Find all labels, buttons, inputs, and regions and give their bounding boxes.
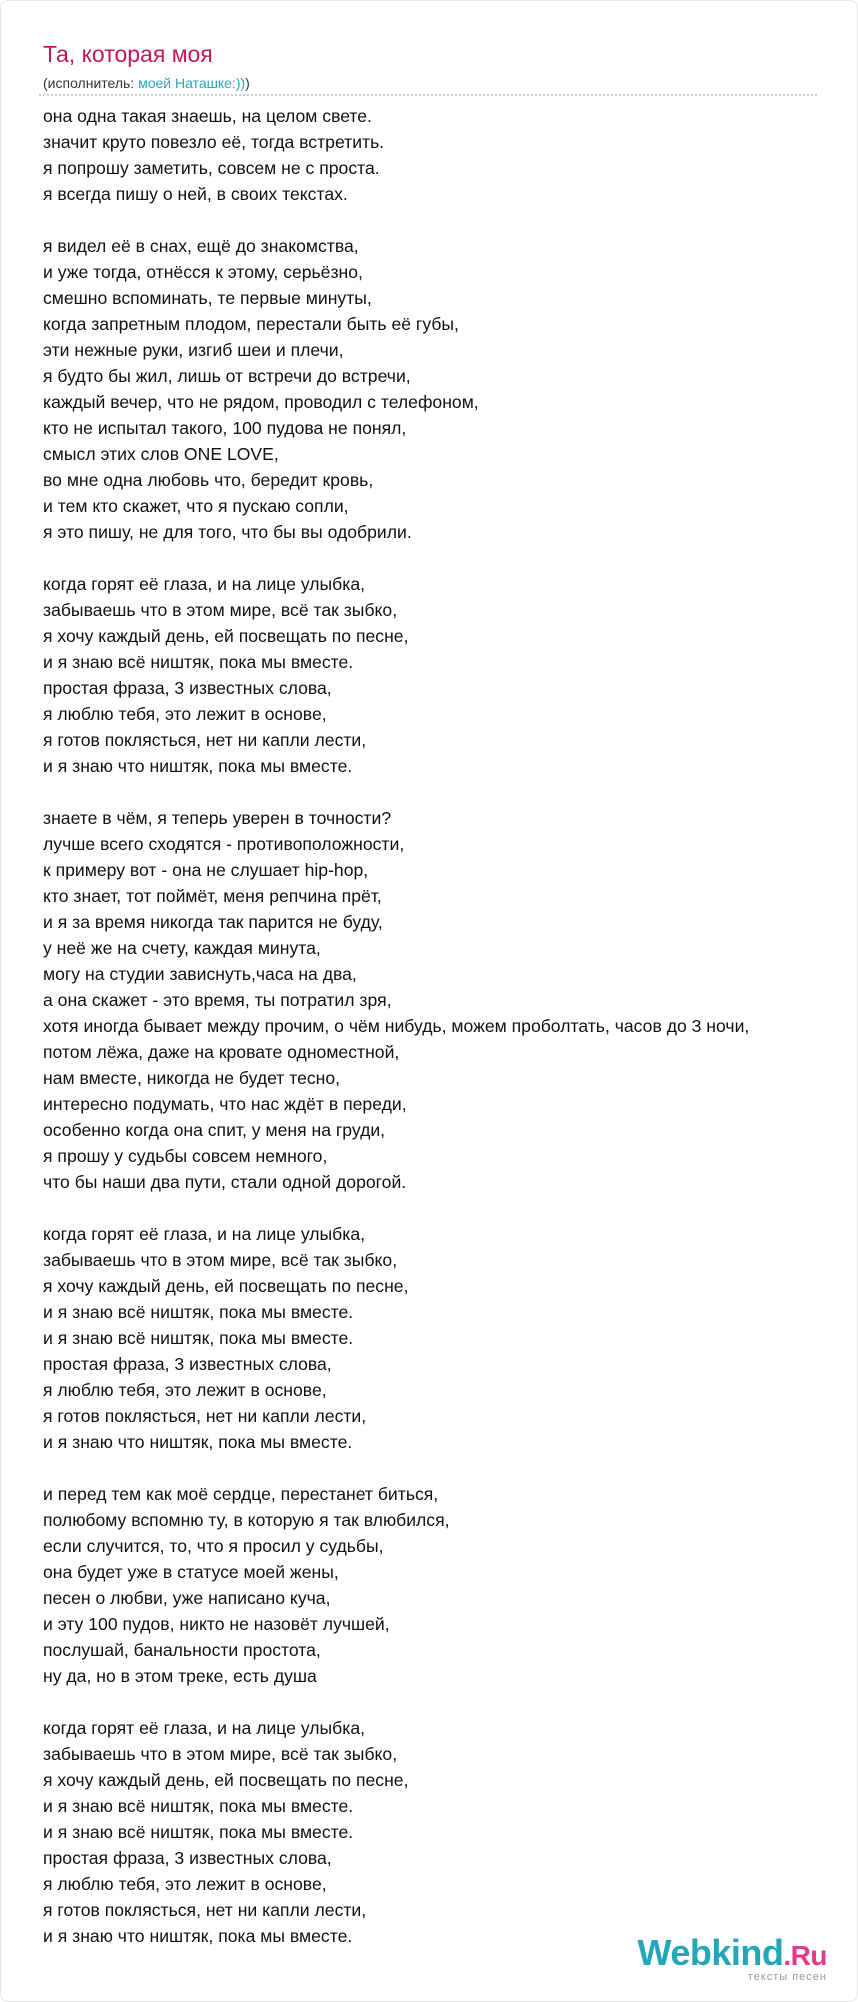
lyrics-line: я хочу каждый день, ей посвещать по песне, bbox=[43, 1770, 409, 1790]
lyrics-body bbox=[43, 103, 858, 1975]
lyrics-line: и я знаю всё ништяк, пока мы вместе. bbox=[43, 652, 354, 672]
lyrics-line: я это пишу, не для того, что бы вы одобрили. bbox=[43, 522, 412, 542]
lyrics-stanza bbox=[43, 1221, 858, 1455]
lyrics-stanza bbox=[43, 571, 858, 779]
lyrics-line: нам вместе, никогда не будет тесно, bbox=[43, 1068, 341, 1088]
lyrics-line: потом лёжа, даже на кровате одноместной, bbox=[43, 1042, 400, 1062]
lyrics-line: я прошу у судьбы совсем немного, bbox=[43, 1146, 328, 1166]
lyrics-line: когда запретным плодом, перестали быть её губы, bbox=[43, 314, 459, 334]
performer-link[interactable]: моей Наташке:)) bbox=[138, 75, 246, 91]
lyrics-line: когда горят её глаза, и на лице улыбка, bbox=[43, 1718, 365, 1738]
lyrics-line: к примеру вот - она не слушает hip-hop, bbox=[43, 860, 369, 880]
lyrics-line: и перед тем как моё сердце, перестанет биться, bbox=[43, 1484, 439, 1504]
lyrics-line: я люблю тебя, это лежит в основе, bbox=[43, 704, 327, 724]
lyrics-line: послушай, банальности простота, bbox=[43, 1640, 321, 1660]
lyrics-line: если случится, то, что я просил у судьбы, bbox=[43, 1536, 384, 1556]
lyrics-line: я люблю тебя, это лежит в основе, bbox=[43, 1874, 327, 1894]
lyrics-line: знаете в чём, я теперь уверен в точности? bbox=[43, 808, 392, 828]
header-divider bbox=[39, 94, 817, 96]
lyrics-line: и я знаю всё ништяк, пока мы вместе. bbox=[43, 1328, 354, 1348]
lyrics-line: смешно вспоминать, те первые минуты, bbox=[43, 288, 372, 308]
lyrics-line: простая фраза, 3 известных слова, bbox=[43, 1354, 332, 1374]
lyrics-stanza bbox=[43, 1715, 858, 1949]
logo-wordmark: Webkind.Ru bbox=[637, 1932, 827, 1973]
lyrics-line: я всегда пишу о ней, в своих текстах. bbox=[43, 184, 348, 204]
lyrics-line: значит круто повезло её, тогда встретить. bbox=[43, 132, 385, 152]
lyrics-line: кто знает, тот поймёт, меня репчина прёт, bbox=[43, 886, 382, 906]
lyrics-line: и я знаю всё ништяк, пока мы вместе. bbox=[43, 1302, 354, 1322]
lyrics-line: во мне одна любовь что, бередит кровь, bbox=[43, 470, 374, 490]
page-title: Та, которая моя bbox=[43, 41, 213, 67]
lyrics-line: и я знаю всё ништяк, пока мы вместе. bbox=[43, 1822, 354, 1842]
lyrics-stanza bbox=[43, 1481, 858, 1689]
lyrics-line: я попрошу заметить, совсем не с проста. bbox=[43, 158, 380, 178]
lyrics-line: забываешь что в этом мире, всё так зыбко, bbox=[43, 600, 398, 620]
lyrics-line: я готов поклясться, нет ни капли лести, bbox=[43, 1900, 367, 1920]
site-logo[interactable] bbox=[638, 1934, 827, 1983]
lyrics-line: смысл этих слов ONE LOVE, bbox=[43, 444, 279, 464]
lyrics-line: интересно подумать, что нас ждёт в переди, bbox=[43, 1094, 407, 1114]
lyrics-line: когда горят её глаза, и на лице улыбка, bbox=[43, 1224, 365, 1244]
lyrics-line: простая фраза, 3 известных слова, bbox=[43, 678, 332, 698]
lyrics-line: что бы наши два пути, стали одной дорогой. bbox=[43, 1172, 407, 1192]
lyrics-line: она будет уже в статусе моей жены, bbox=[43, 1562, 339, 1582]
lyrics-line: ну да, но в этом треке, есть душа bbox=[43, 1666, 317, 1686]
lyrics-line: и эту 100 пудов, никто не назовёт лучшей, bbox=[43, 1614, 390, 1634]
lyrics-line: и я знаю что ништяк, пока мы вместе. bbox=[43, 1432, 353, 1452]
lyrics-line: забываешь что в этом мире, всё так зыбко, bbox=[43, 1250, 398, 1270]
lyrics-line: простая фраза, 3 известных слова, bbox=[43, 1848, 332, 1868]
lyrics-line: и я за время никогда так парится не буду, bbox=[43, 912, 383, 932]
performer-suffix: ) bbox=[245, 75, 250, 91]
lyrics-stanza bbox=[43, 805, 858, 1195]
lyrics-stanza bbox=[43, 233, 858, 545]
lyrics-line: особенно когда она спит, у меня на груди, bbox=[43, 1120, 386, 1140]
lyrics-line: я хочу каждый день, ей посвещать по песне, bbox=[43, 1276, 409, 1296]
lyrics-line: а она скажет - это время, ты потратил зря, bbox=[43, 990, 392, 1010]
performer-prefix: (исполнитель: bbox=[43, 75, 139, 91]
lyrics-line: я готов поклясться, нет ни капли лести, bbox=[43, 1406, 367, 1426]
logo-tagline: тексты песен bbox=[747, 1971, 827, 1983]
lyrics-line: лучше всего сходятся - противоположности, bbox=[43, 834, 405, 854]
lyrics-line: каждый вечер, что не рядом, проводил с телефоном, bbox=[43, 392, 479, 412]
lyrics-line: забываешь что в этом мире, всё так зыбко, bbox=[43, 1744, 398, 1764]
lyrics-line: у неё же на счету, каждая минута, bbox=[43, 938, 321, 958]
lyrics-line: и я знаю что ништяк, пока мы вместе. bbox=[43, 756, 353, 776]
lyrics-line: песен о любви, уже написано куча, bbox=[43, 1588, 331, 1608]
lyrics-line: полюбому вспомню ту, в которую я так влюбился, bbox=[43, 1510, 450, 1530]
lyrics-line: я готов поклясться, нет ни капли лести, bbox=[43, 730, 367, 750]
lyrics-line: и тем кто скажет, что я пускаю сопли, bbox=[43, 496, 349, 516]
lyrics-line: хотя иногда бывает между прочим, о чём нибудь, можем проболтать, часов до 3 ночи, bbox=[43, 1016, 750, 1036]
lyrics-stanza bbox=[43, 103, 858, 207]
lyrics-line: эти нежные руки, изгиб шеи и плечи, bbox=[43, 340, 344, 360]
lyrics-line: и я знаю всё ништяк, пока мы вместе. bbox=[43, 1796, 354, 1816]
lyrics-line: могу на студии зависнуть,часа на два, bbox=[43, 964, 357, 984]
lyrics-line: кто не испытал такого, 100 пудова не понял, bbox=[43, 418, 407, 438]
lyrics-line: я хочу каждый день, ей посвещать по песне, bbox=[43, 626, 409, 646]
lyrics-line: я видел её в снах, ещё до знакомства, bbox=[43, 236, 359, 256]
lyrics-line: и я знаю что ништяк, пока мы вместе. bbox=[43, 1926, 353, 1946]
lyrics-line: она одна такая знаешь, на целом свете. bbox=[43, 106, 372, 126]
lyrics-line: и уже тогда, отнёсся к этому, серьёзно, bbox=[43, 262, 363, 282]
lyrics-line: я люблю тебя, это лежит в основе, bbox=[43, 1380, 327, 1400]
lyrics-line: когда горят её глаза, и на лице улыбка, bbox=[43, 574, 365, 594]
performer-line bbox=[43, 75, 250, 91]
lyrics-line: я будто бы жил, лишь от встречи до встречи, bbox=[43, 366, 411, 386]
